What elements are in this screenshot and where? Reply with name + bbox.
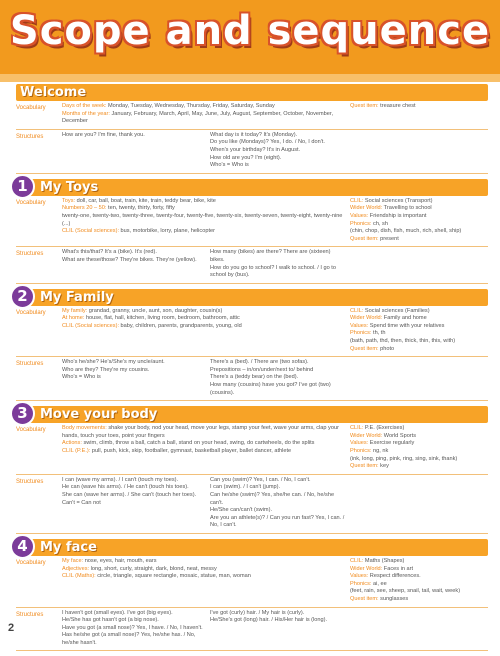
line-text: pull, push, kick, skip, footballer, gymnast, basketball player, ballet dancer, athlete [90,448,292,454]
line-text: Prepositions – in/on/under/next to/ behind [210,366,314,373]
line-text: She can (wave her arms). / She can't (touch her toes). [62,491,197,498]
cell-line [210,515,346,530]
cell-line [62,625,206,633]
cell-line [62,257,206,265]
line-text: (bath, path, thd, then, thick, thin, this, with) [350,338,456,345]
cell-line [210,507,346,515]
cell-line [210,484,346,492]
cell-line [350,558,488,566]
line-key: Values: [350,440,369,447]
column-2 [210,359,350,397]
row-label: Vocabulary [16,559,46,566]
line-key: Phonics: [350,220,372,227]
cell-line [62,359,206,367]
line-text: How old are you? I'm (eight). [210,154,282,161]
line-key: Quest item: [350,595,379,602]
table-row [16,129,488,173]
line-text: Who's = Who is [210,162,249,169]
cell-line [62,632,206,647]
line-text: I haven't got (small eyes). I've got (big eyes). [62,609,173,616]
unit-number-badge: 4 [10,534,35,559]
line-text: Monday, Tuesday, Wednesday, Thursday, Friday, Saturday, Sunday [106,103,275,109]
line-text: Travelling to school [382,205,432,212]
column-3 [350,425,488,471]
line-key: CLIL: [350,197,364,204]
line-text: Can't = Can not [62,499,101,506]
line-key: CLIL: [350,425,364,432]
cell-line [62,484,206,492]
column-3 [350,308,488,354]
table-row [16,556,488,607]
line-text: He can (wave his arms). / He can't (touch his toes). [62,484,189,491]
row-label: Vocabulary [16,309,46,316]
row-label: Vocabulary [16,199,46,206]
line-text: Are you an athlete(s)? / Can you run fast? Yes, I can. / No, I can't. [210,514,345,529]
unit-number-badge: 3 [10,401,35,426]
line-text: There's a (teddy bear) on the (bed). [210,374,299,381]
cell-line [350,308,488,316]
line-key: At home: [62,315,85,322]
line-text: (chin, chop, dish, fish, much, rich, shell, ship) [350,228,462,235]
line-key: CLIL (Social sciences): [62,228,119,235]
line-text: (ink, long, ping, pink, ring, sing, sink, thank) [350,455,458,462]
line-text: long, short, curly, straight, dark, blond, neat, messy [89,565,217,572]
line-text: Family and home [382,315,427,322]
line-key: CLIL: [350,557,364,564]
cell-line [62,111,346,126]
section-1 [16,176,488,284]
line-text: Do you like (Mondays)? Yes, I do. / No, I don't. [210,139,325,146]
wide-column [62,198,350,244]
section-2 [16,286,488,402]
line-key: Body movements: [62,425,107,432]
cell-line [350,103,488,111]
cell-line [62,132,206,140]
line-text: Can he/she (swim)? Yes, she/he can. / No, he/she can't. [210,491,335,506]
line-text: What day is it today? It's (Monday). [210,131,298,138]
line-text: Can you (swim)? Yes, I can. / No, I can't. [210,476,311,483]
line-key: Months of the year: [62,110,110,117]
cell-line [62,617,206,625]
cell-line [210,359,346,367]
line-text: Has he/she got (a small nose)? Yes, he/she has. / No, he/she hasn't. [62,632,196,646]
line-text: present [378,235,399,242]
cell-line [210,162,346,170]
cell-line [62,558,346,566]
line-text: photo [378,345,395,352]
line-key: Wider World: [350,315,383,322]
column-3 [350,359,488,397]
section-heading [16,286,488,306]
cell-line [62,228,346,236]
line-key: Phonics: [350,580,372,587]
line-text: How many (cousins) have you got? I've got (two) (cousins). [210,382,331,396]
row-label: Vocabulary [16,427,46,434]
cell-line [62,249,206,257]
column-1 [62,477,210,530]
section-rows [16,306,488,402]
line-text: ten, twenty, thirty, forty, fifty [106,205,175,212]
line-text: How are you? I'm fine, thank you. [62,131,145,138]
section-title: My face [40,539,97,555]
line-text: Respect differences. [368,573,421,580]
column-3 [350,132,488,170]
wide-column [62,425,350,471]
column-2 [210,477,350,530]
line-text: January, February, March, April, May, June, July, August, September, October, November, December [62,110,334,125]
cell-line [350,213,488,221]
unit-number-badge: 2 [10,284,35,309]
cell-line [350,463,488,471]
cell-line [62,315,346,323]
line-text: (feet, rain, see, sheep, snail, tail, wait, week) [350,588,461,595]
cell-line [350,596,488,604]
line-text: house, flat, hall, kitchen, living room, bedroom, bathroom, attic [84,315,240,322]
line-key: Actions: [62,440,82,447]
line-text: P.E. (Exercises) [363,425,405,432]
line-key: Wider World: [350,205,383,212]
row-label: Structures [16,251,44,258]
line-text: Friendship is important [368,212,427,219]
cell-line [62,323,346,331]
line-text: twenty-one, twenty-two, twenty-three, twenty-four, twenty-five, twenty-six, twenty-seven, twenty-eight, twenty-nine (...) [62,212,343,227]
cell-line [350,425,488,433]
line-text: How do you go to school? I walk to school. / I go to school by (bus). [210,264,336,279]
cell-line [210,139,346,147]
line-key: My face: [62,557,84,564]
cell-line [350,448,488,456]
cell-line [62,440,346,448]
line-text: circle, triangle, square rectangle, mosaic, statue, man, woman [95,573,251,580]
line-key: Values: [350,212,369,219]
section-heading [16,176,488,196]
line-text: Spend time with your relatives [368,322,445,329]
cell-line [62,492,206,500]
cell-line [62,205,346,213]
table-row [16,423,488,474]
table-row [16,356,488,400]
line-text: There's a (bed). / There are (two sofas). [210,359,309,366]
table-row [16,474,488,533]
line-key: CLIL (Social sciences): [62,322,119,329]
line-text: ch, sh [371,220,388,227]
line-key: Phonics: [350,448,372,454]
line-key: Phonics: [350,330,372,337]
cell-line [350,228,488,236]
line-key: Wider World: [350,565,383,572]
page-number: 2 [8,622,15,634]
cell-line [62,573,346,581]
line-text: ai, ee [371,580,387,587]
cell-line [210,265,346,280]
line-key: Values: [350,573,369,580]
line-text: swim, climb, throw a ball, catch a ball, stand on your head, swing, do cartwheels, do the splits [81,440,315,447]
section-title: Move your body [40,407,158,423]
page-title: Scope and sequence [9,8,491,54]
line-text: I've got (curly) hair. / My hair is (curly). [210,609,305,616]
line-text: Who are they? They're my cousins. [62,366,150,373]
line-text: sunglasses [378,595,409,602]
column-2 [210,610,350,648]
column-2 [210,132,350,170]
section-title: My Toys [40,179,99,195]
line-key: CLIL: [350,307,364,314]
cell-line [62,367,206,375]
table-row [16,306,488,357]
line-key: Quest item: [350,463,379,470]
section-title: Welcome [20,85,87,100]
column-2 [210,249,350,279]
line-text: baby, children, parents, grandparents, young, old [119,322,242,329]
table-row [16,607,488,651]
row-label: Structures [16,611,44,618]
cell-line [62,213,346,228]
column-3 [350,103,488,126]
line-text: He/She has got hasn't got (a big nose). [62,617,159,624]
row-label: Structures [16,361,44,368]
table-row [16,196,488,247]
section-4 [16,536,488,652]
cell-line [62,477,206,485]
column-1 [62,132,210,170]
scope-table [16,84,488,656]
line-key: CLIL (P.E.): [62,448,91,454]
cell-line [62,448,346,456]
cell-line [62,103,346,111]
line-text: I can (swim). / I can't (jump). [210,484,281,491]
line-text: He/She can/can't (swim). [210,507,272,514]
wide-column [62,103,350,126]
cell-line [62,500,206,508]
line-text: Social sciences (Transport) [363,197,433,204]
section-0 [16,84,488,174]
line-key: CLIL (Maths): [62,573,96,580]
cell-line [210,477,346,485]
cell-line [210,155,346,163]
row-label: Vocabulary [16,105,46,111]
line-text: Have you got (a small nose)? Yes, I have. / No, I haven't. [62,624,203,631]
line-text: What are these/those? They're bikes. They're (yellow). [62,256,197,263]
line-text: Social sciences (Families) [363,307,430,314]
cell-line [350,346,488,354]
section-rows [16,101,488,174]
line-text: Who's = Who is [62,374,101,381]
cell-line [350,205,488,213]
line-text: ng, nk [371,448,389,454]
column-3 [350,198,488,244]
cell-line [62,425,346,440]
section-rows [16,556,488,652]
column-1 [62,610,210,648]
line-key: Toys: [62,197,76,204]
cell-line [350,221,488,229]
line-text: shake your body, nod your head, move your legs, stamp your feet, wave your arms, clap your hands, touch your toes, point your fingers [62,425,339,439]
line-text: When's your birthday? It's in August. [210,146,301,153]
cell-line [350,588,488,596]
cell-line [210,132,346,140]
line-text: doll, car, ball, boat, train, kite, train, teddy bear, bike, kite [75,197,216,204]
line-key: Values: [350,322,369,329]
line-text: bus, motorbike, lorry, plane, helicopter [119,228,215,235]
line-text: nose, eyes, hair, mouth, ears [83,557,157,564]
section-rows [16,196,488,284]
cell-line [350,581,488,589]
column-3 [350,477,488,530]
cell-line [210,492,346,507]
line-key: My family: [62,307,88,314]
line-text: grandad, granny, uncle, aunt, son, daughter, cousin(s) [87,307,223,314]
line-text: I can (wave my arms). / I can't (touch my toes). [62,476,179,483]
cell-line [210,249,346,264]
cell-line [350,338,488,346]
section-rows [16,423,488,534]
cell-line [350,330,488,338]
line-text: th, th [371,330,386,337]
cell-line [210,374,346,382]
line-text: Who's he/she? He's/She's my uncle/aunt. [62,359,165,366]
section-heading [16,406,488,423]
line-key: Wider World: [350,432,383,439]
line-key: Quest item: [350,345,379,352]
table-row [16,101,488,129]
cell-line [210,382,346,397]
line-key: Quest item: [350,235,379,242]
cell-line [210,610,346,618]
cell-line [350,573,488,581]
wide-column [62,558,350,604]
cell-line [210,367,346,375]
line-text: What's this/that? It's a (bike). It's (red). [62,249,157,256]
line-text: Faces in art [382,565,414,572]
cell-line [62,198,346,206]
column-1 [62,359,210,397]
cell-line [350,323,488,331]
cell-line [62,308,346,316]
cell-line [350,440,488,448]
line-key: Adjectives: [62,565,90,572]
section-3 [16,406,488,534]
cell-line [62,566,346,574]
line-text: Exercise regularly [368,440,415,447]
cell-line [350,315,488,323]
column-3 [350,249,488,279]
line-text: World Sports [382,432,417,439]
cell-line [350,456,488,464]
table-row [16,246,488,282]
cell-line [210,617,346,625]
section-title: My Family [40,289,114,305]
unit-number-badge: 1 [10,174,35,199]
cell-line [350,433,488,441]
cell-line [350,198,488,206]
section-heading [16,536,488,556]
column-3 [350,610,488,648]
column-1 [62,249,210,279]
row-label: Structures [16,133,44,140]
cell-line [350,566,488,574]
line-text: Maths (Shapes) [363,557,405,564]
line-text: How many (bikes) are there? There are (sixteen) bikes. [210,249,331,263]
line-key: Numbers 20 – 50: [62,205,107,212]
row-label: Structures [16,478,44,485]
line-text: He/She's got (long) hair. / His/Her hair is (long). [210,617,328,624]
cell-line [62,610,206,618]
line-text: treasure chest [378,103,416,109]
cell-line [62,374,206,382]
cell-line [350,236,488,244]
column-3 [350,558,488,604]
wide-column [62,308,350,354]
section-heading [16,84,488,101]
line-text: key [378,463,389,470]
cell-line [210,147,346,155]
line-key: Quest item: [350,103,379,109]
line-key: Days of the week: [62,103,107,109]
